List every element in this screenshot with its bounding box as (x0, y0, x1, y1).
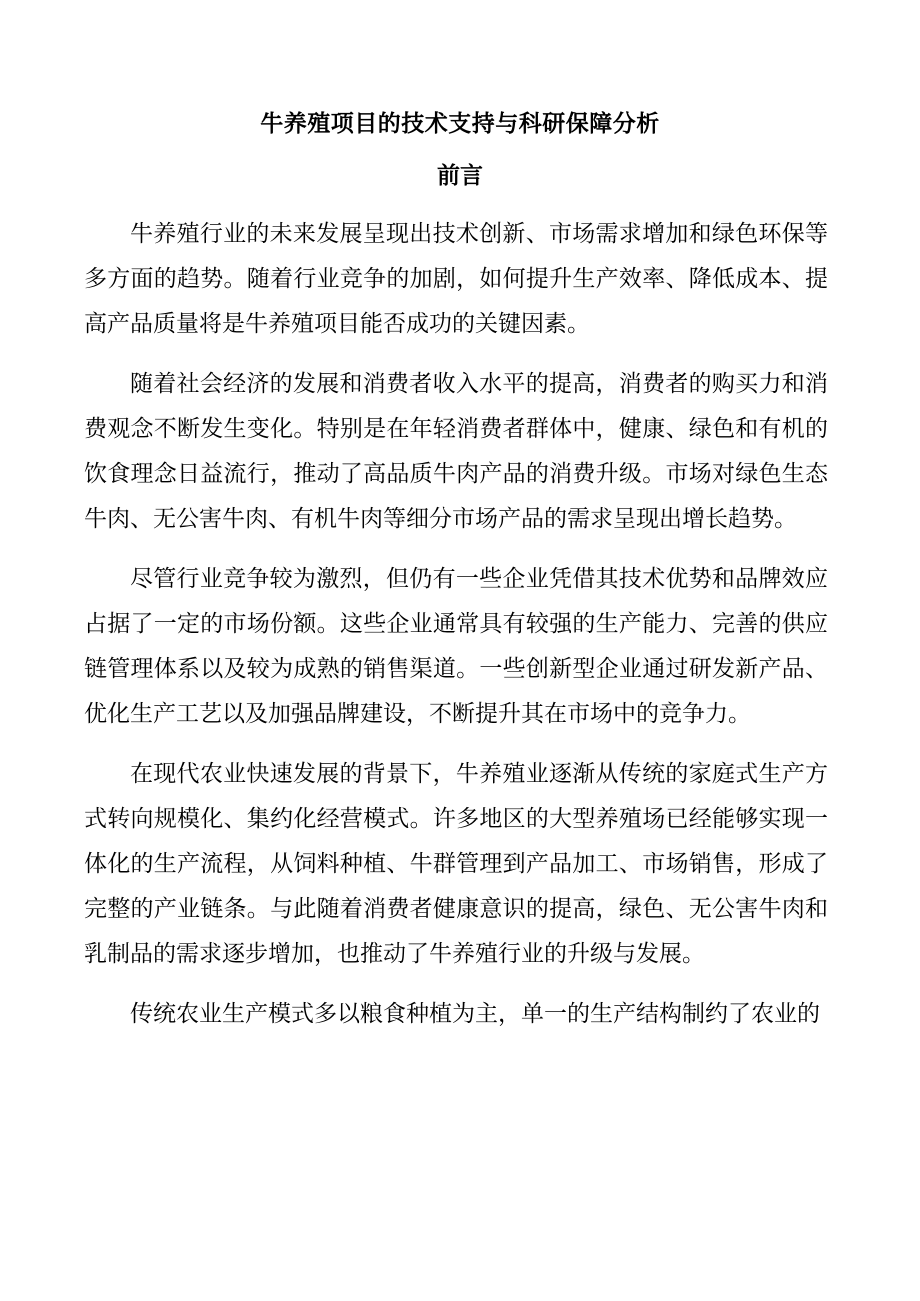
section-heading-preface: 前言 (437, 162, 483, 189)
paragraph: 尽管行业竞争较为激烈，但仍有一些企业凭借其技术优势和品牌效应占据了一定的市场份额。这些企业通常具有较强的生产能力、完善的供应链管理体系以及较为成熟的销售渠道。一些创新型企业通过研发新产品、优化生产工艺以及加强品牌建设，不断提升其在市场中的竞争力。 (84, 566, 828, 727)
paragraph: 牛养殖行业的未来发展呈现出技术创新、市场需求增加和绿色环保等多方面的趋势。随着行业竞争的加剧，如何提升生产效率、降低成本、提高产品质量将是牛养殖项目能否成功的关键因素。 (84, 221, 828, 337)
paragraph: 传统农业生产模式多以粮食种植为主，单一的生产结构制约了农业的 (130, 1001, 820, 1027)
paragraph: 随着社会经济的发展和消费者收入水平的提高，消费者的购买力和消费观念不断发生变化。特别是在年轻消费者群体中，健康、绿色和有机的饮食理念日益流行，推动了高品质牛肉产品的消费升级。市场对绿色生态牛肉、无公害牛肉、有机牛肉等细分市场产品的需求呈现出增长趋势。 (84, 371, 828, 532)
paragraph: 在现代农业快速发展的背景下，牛养殖业逐渐从传统的家庭式生产方式转向规模化、集约化经营模式。许多地区的大型养殖场已经能够实现一体化的生产流程，从饲料种植、牛群管理到产品加工、市场销售，形成了完整的产业链条。与此随着消费者健康意识的提高，绿色、无公害牛肉和乳制品的需求逐步增加，也推动了牛养殖行业的升级与发展。 (84, 761, 828, 967)
document-title: 牛养殖项目的技术支持与科研保障分析 (260, 110, 660, 137)
body-text (84, 212, 828, 1052)
